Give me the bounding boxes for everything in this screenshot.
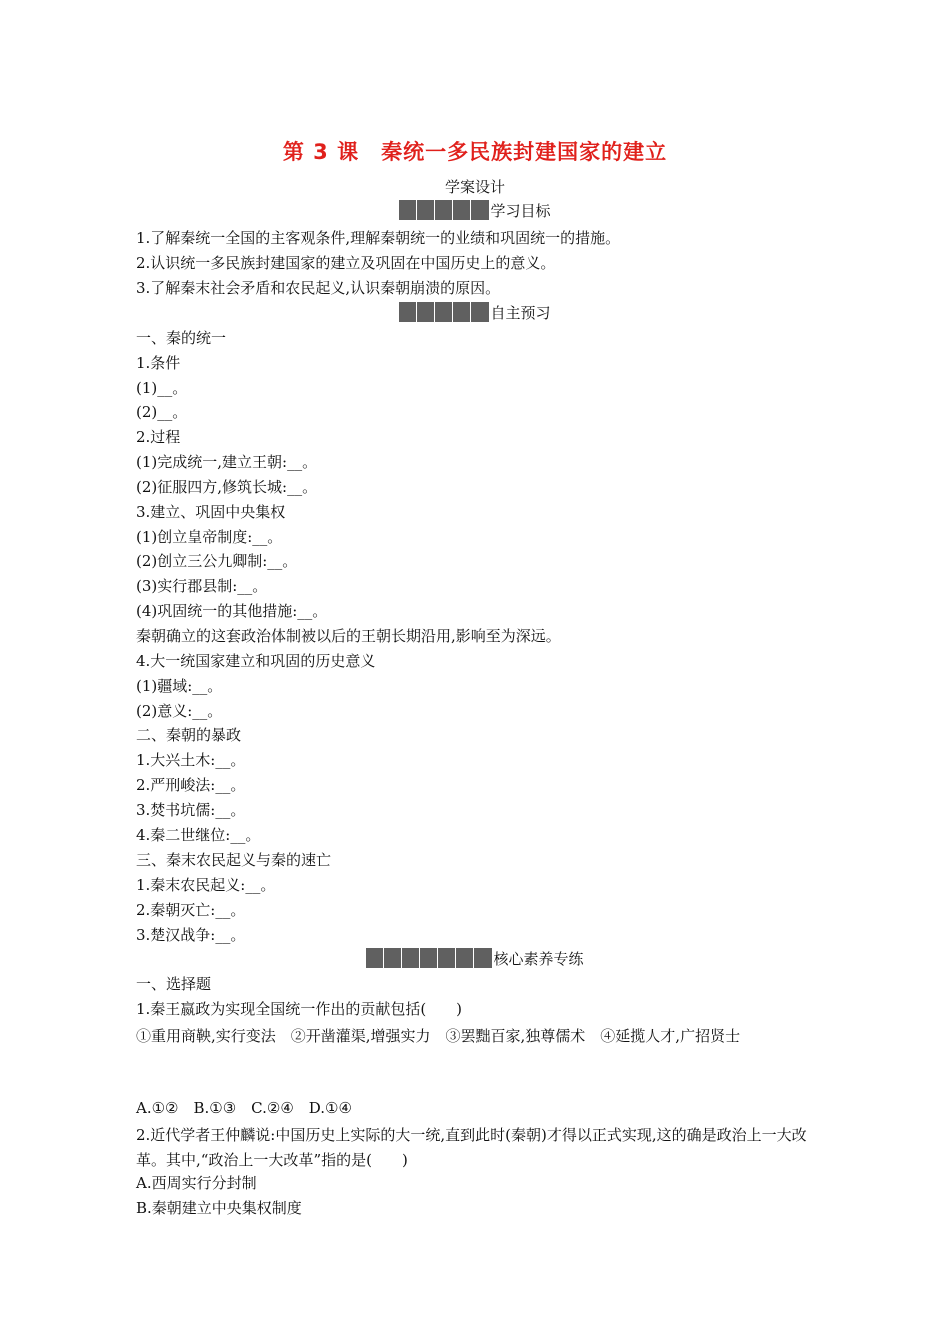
lesson-title: 第 3 课 秦统一多民族封建国家的建立 <box>282 140 668 164</box>
preview-line: 3.建立、巩固中央集权 <box>136 503 286 521</box>
section-label: 学习目标 <box>490 202 551 220</box>
preview-line: (3)实行郡县制:__。 <box>136 577 268 595</box>
preview-line: 一、秦的统一 <box>136 329 227 347</box>
preview-line: 3.楚汉战争:__。 <box>136 926 246 944</box>
goal-item: 2.认识统一多民族封建国家的建立及巩固在中国历史上的意义。 <box>136 254 556 272</box>
question-2-option-a: A.西周实行分封制 <box>136 1174 257 1192</box>
preview-line: (2)__。 <box>136 403 188 421</box>
section-header-goals <box>0 200 950 220</box>
preview-line: 二、秦朝的暴政 <box>136 726 242 744</box>
section-marker-icon <box>366 948 492 968</box>
goal-item: 3.了解秦末社会矛盾和农民起义,认识秦朝崩溃的原因。 <box>136 279 501 297</box>
preview-line: (1)完成统一,建立王朝:__。 <box>136 453 318 471</box>
section-label: 核心素养专练 <box>493 950 584 968</box>
preview-line: 1.大兴土木:__。 <box>136 751 246 769</box>
goal-item: 1.了解秦统一全国的主客观条件,理解秦朝统一的业绩和巩固统一的措施。 <box>136 229 621 247</box>
section-header-practice <box>0 948 950 968</box>
preview-line: 三、秦末农民起义与秦的速亡 <box>136 851 332 869</box>
preview-line: (1)创立皇帝制度:__。 <box>136 528 283 546</box>
preview-line: (2)意义:__。 <box>136 702 223 720</box>
section-marker-icon <box>399 302 489 322</box>
preview-line: 秦朝确立的这套政治体制被以后的王朝长期沿用,影响至为深远。 <box>136 627 561 645</box>
preview-line: 4.大一统国家建立和巩固的历史意义 <box>136 652 376 670</box>
preview-line: 2.过程 <box>136 428 181 446</box>
lesson-subtitle: 学案设计 <box>444 178 505 196</box>
preview-line: 1.条件 <box>136 354 181 372</box>
preview-line: 2.秦朝灭亡:__。 <box>136 901 246 919</box>
question-1-options: A.①② B.①③ C.②④ D.①④ <box>136 1099 352 1117</box>
preview-line: 3.焚书坑儒:__。 <box>136 801 246 819</box>
preview-line: 4.秦二世继位:__。 <box>136 826 261 844</box>
preview-line: 2.严刑峻法:__。 <box>136 776 246 794</box>
section-header-preview <box>0 302 950 322</box>
preview-line: (1)疆域:__。 <box>136 677 223 695</box>
question-2-stem: 2.近代学者王仲麟说:中国历史上实际的大一统,直到此时(秦朝)才得以正式实现,这的确是政治上一大改革。其中,“政治上一大改革”指的是( ) <box>136 1126 807 1169</box>
question-1-stem: 1.秦王嬴政为实现全国统一作出的贡献包括( ) <box>136 1000 463 1018</box>
preview-line: (2)创立三公九卿制:__。 <box>136 552 298 570</box>
section-label: 自主预习 <box>490 304 551 322</box>
question-1-items: ①重用商鞅,实行变法 ②开凿灌渠,增强实力 ③罢黜百家,独尊儒术 ④延揽人才,广招贤士 <box>136 1027 741 1045</box>
preview-line: (1)__。 <box>136 379 188 397</box>
section-marker-icon <box>399 200 489 220</box>
preview-line: (4)巩固统一的其他措施:__。 <box>136 602 328 620</box>
preview-line: (2)征服四方,修筑长城:__。 <box>136 478 318 496</box>
practice-heading: 一、选择题 <box>136 975 212 993</box>
question-2-option-b: B.秦朝建立中央集权制度 <box>136 1199 302 1217</box>
preview-line: 1.秦末农民起义:__。 <box>136 876 276 894</box>
